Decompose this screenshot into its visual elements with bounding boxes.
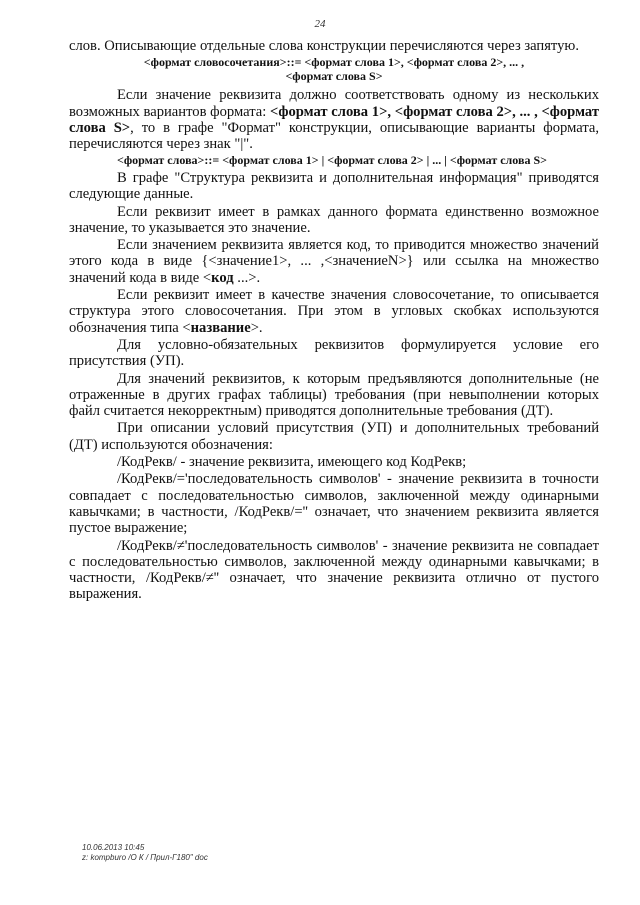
paragraph-4: Если реквизит имеет в рамках данного формата единственно возможное значение, то указывается это значение. xyxy=(69,203,599,236)
format-definition-2: <формат слова>::= <формат слова 1> | <формат слова 2> | ... | <формат слова S> xyxy=(117,153,547,168)
paragraph-7: Для условно-обязательных реквизитов формулируется условие его присутствия (УП). xyxy=(69,336,599,370)
paragraph-2-part-a: Если значение реквизита должно соответствовать одному из нескольких возможных вариантов формата: xyxy=(69,87,599,120)
paragraph-12: /КодРекв/≠'последовательность символов' - значение реквизита не совпадает с последовательностью символов, заключенной между одинарными кавычками; в частности, /КодРекв/≠'' означает, что значение реквизита отлично от пустого выражения. xyxy=(69,537,599,603)
paragraph-6-part-a: Если реквизит имеет в качестве значения словосочетание, то описывается структура этого словосочетания. При этом в угловых скобках используются обозначения типа < xyxy=(69,287,599,336)
paragraph-6 xyxy=(69,287,599,336)
paragraph-5 xyxy=(69,237,599,286)
paragraph-8: Для значений реквизитов, к которым предъявляются дополнительные (не отраженные в других графах таблицы) требования (при невыполнении которых файл считается некорректным) приводятся дополнительные требования (ДТ). xyxy=(69,370,599,420)
paragraph-9: При описании условий присутствия (УП) и дополнительных требований (ДТ) используются обозначения: xyxy=(69,420,599,453)
paragraph-10: /КодРекв/ - значение реквизита, имеющего код КодРекв; xyxy=(117,454,467,471)
footer-file-path: z: kompburo /О К / Прил-Г180" doc xyxy=(82,853,208,862)
paragraph-11: /КодРекв/='последовательность символов' - значение реквизита в точности совпадает с последовательностью символов, заключенной между одинарными кавычками; в частности, /КодРекв/='' означает, что значением реквизита является пустое выражение; xyxy=(69,471,599,537)
format-definition-1 xyxy=(69,56,599,83)
paragraph-5-part-c: ...>. xyxy=(233,269,261,286)
paragraph-2 xyxy=(69,87,599,152)
paragraph-6-bold: название xyxy=(190,319,251,336)
document-footer xyxy=(82,843,208,863)
paragraph-3: В графе "Структура реквизита и дополнительная информация" приводятся следующие данные. xyxy=(69,169,599,203)
footer-timestamp: 10.06.2013 10:45 xyxy=(82,843,145,852)
paragraph-2-part-c: , то в графе "Формат" конструкции, описывающие варианты формата, перечисляются через знак "|". xyxy=(69,119,599,153)
paragraph-5-part-a: Если значением реквизита является код, то приводится множество значений этого кода в виде {<значение1>, ... ,<значениеN>} или ссылка на множество значений кода в виде < xyxy=(69,237,599,286)
document-body xyxy=(69,38,599,604)
paragraph-6-part-c: >. xyxy=(250,319,263,336)
page-number: 24 xyxy=(314,18,326,30)
paragraph-2-bold: <формат слова 1>, <формат слова 2>, ... , <формат слова S> xyxy=(69,103,599,136)
paragraph-1: слов. Описывающие отдельные слова конструкции перечисляются через запятую. xyxy=(69,38,579,54)
format-definition-1-line-1: <формат словосочетания>::= <формат слова 1>, <формат слова 2>, ... , xyxy=(143,55,525,70)
format-definition-1-line-2: <формат слова S> xyxy=(285,68,383,83)
paragraph-5-bold: код xyxy=(211,269,234,286)
